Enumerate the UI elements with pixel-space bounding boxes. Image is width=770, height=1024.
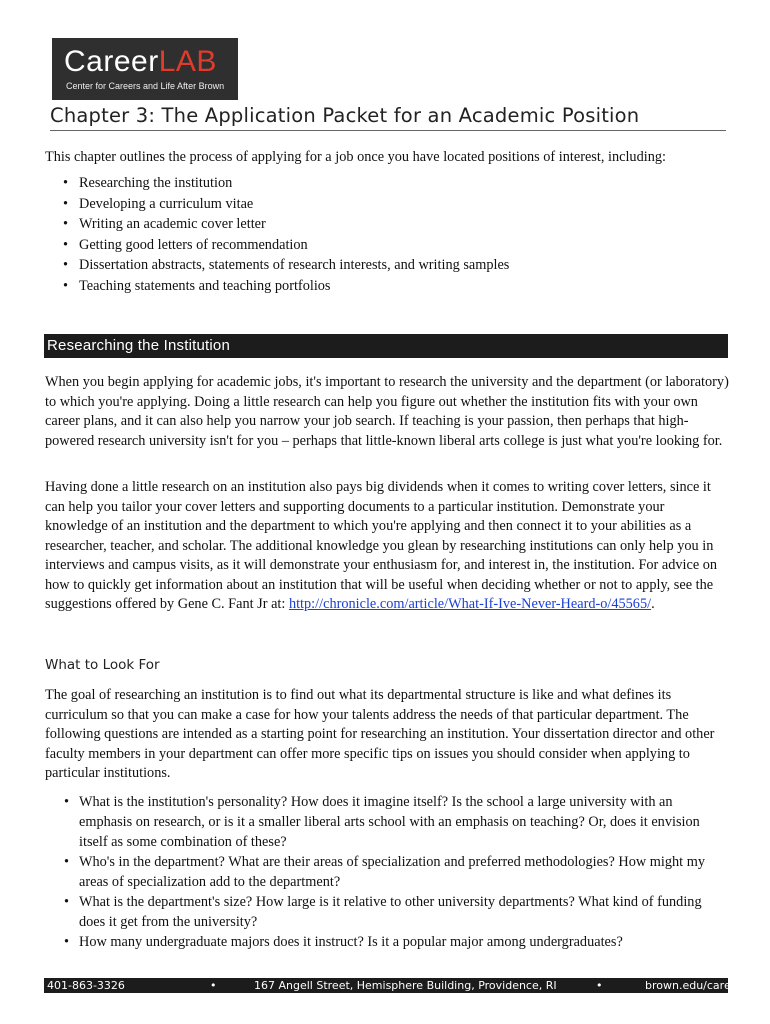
chapter-title: Chapter 3: The Application Packet for an Academic Position [50,104,726,131]
footer-separator: • [210,979,217,992]
page-footer [44,978,759,993]
logo-title: CareerLAB [64,45,217,78]
paragraph-cover-letters: Having done a little research on an institution also pays big dividends when it comes to writing cover letters, since it can help you tailor your cover letters and supporting documents to a particular institution. Demonstrate your knowledge of an institution and the department to which you're applying and then connect it to your abilities as a researcher, teacher, and scholar. The additional knowledge you glean by researching institutions can only help you in interviews and campus visits, as it will demonstrate your enthusiasm for, and interest in, the institution. For advice on how to quickly get information about an institution that will be useful when deciding whether or not to apply, see the suggestions offered by Gene C. Fant Jr at: http://chronicle.com/article/What-If-Ive-Never-Heard-o/45565/. [45,479,718,612]
list-item: • What is the institution's personality? How does it imagine itself? Is the school a large university with an emphasis on research, or is it a smaller liberal arts school with an emphasis on teaching? Or, does it envision itself as some combination of these? [64,792,724,852]
section-heading-bar [44,334,728,358]
paragraph-research-intro: When you begin applying for academic jobs, it's important to research the university and the department (or laboratory) to which you're applying. Doing a little research can help you figure out whether the institution fits with your own career plans, and it can also help you narrow your job search. If teaching is your passion, then perhaps that high-powered research university isn't for you – perhaps that little-known liberal arts college is just what you're looking for. [45,374,729,449]
paragraph-text: Having done a little research on an institution also pays big dividends when it comes to writing cover letters, since it can help you tailor your cover letters and supporting documents to a particular institution. Demonstrate your knowledge of an institution and the department to which you're applying and then connect it to your abilities as a researcher, teacher, and scholar. The additional knowledge you glean by researching institutions can only help you in interviews and campus visits, as it will demonstrate your enthusiasm for, and interest in, the institution. For advice on how to quickly get information about an institution that will be useful when deciding whether or not to apply, see the suggestions offered by Gene C. Fant Jr at: [45,479,718,612]
list-item: • Researching the institution [63,173,509,194]
footer-website: brown.edu/careerlab [645,979,759,992]
logo-subtitle: Center for Careers and Life After Brown [66,81,225,91]
list-item: • Developing a curriculum vitae [63,194,509,215]
list-item: • Who's in the department? What are their areas of specialization and preferred methodologies? How might my areas of specialization add to the department? [64,852,724,892]
subheading-what-to-look-for: What to Look For [45,657,160,673]
footer-address: 167 Angell Street, Hemisphere Building, Providence, RI [254,979,557,992]
footer-separator: • [596,979,603,992]
list-item: • Teaching statements and teaching portfolios [63,276,509,297]
list-item: • Getting good letters of recommendation [63,235,509,256]
intro-bullet-list [63,173,509,297]
section-heading: Researching the Institution [47,337,231,354]
list-item: • Writing an academic cover letter [63,214,509,235]
list-item: • How many undergraduate majors does it instruct? Is it a popular major among undergraduates? [64,932,724,952]
list-item: • Dissertation abstracts, statements of research interests, and writing samples [63,255,509,276]
careerlab-logo [52,38,238,100]
question-list [64,792,724,952]
chronicle-article-link[interactable]: http://chronicle.com/article/What-If-Ive-Never-Heard-o/45565/ [288,596,652,612]
footer-phone: 401-863-3326 [47,979,125,992]
paragraph-research-goal: The goal of researching an institution is to find out what its departmental structure is like and what defines its curriculum so that you can make a case for how your talents address the needs of that particular department. The following questions are intended as a starting point for researching an institution. Your dissertation director and other faculty members in your department can offer more specific tips on issues you should consider when applying to particular institutions. [45,687,715,781]
intro-paragraph: This chapter outlines the process of applying for a job once you have located positions of interest, including: [45,149,666,165]
list-item: • What is the department's size? How large is it relative to other university departments? What kind of funding does it get from the university? [64,892,724,932]
